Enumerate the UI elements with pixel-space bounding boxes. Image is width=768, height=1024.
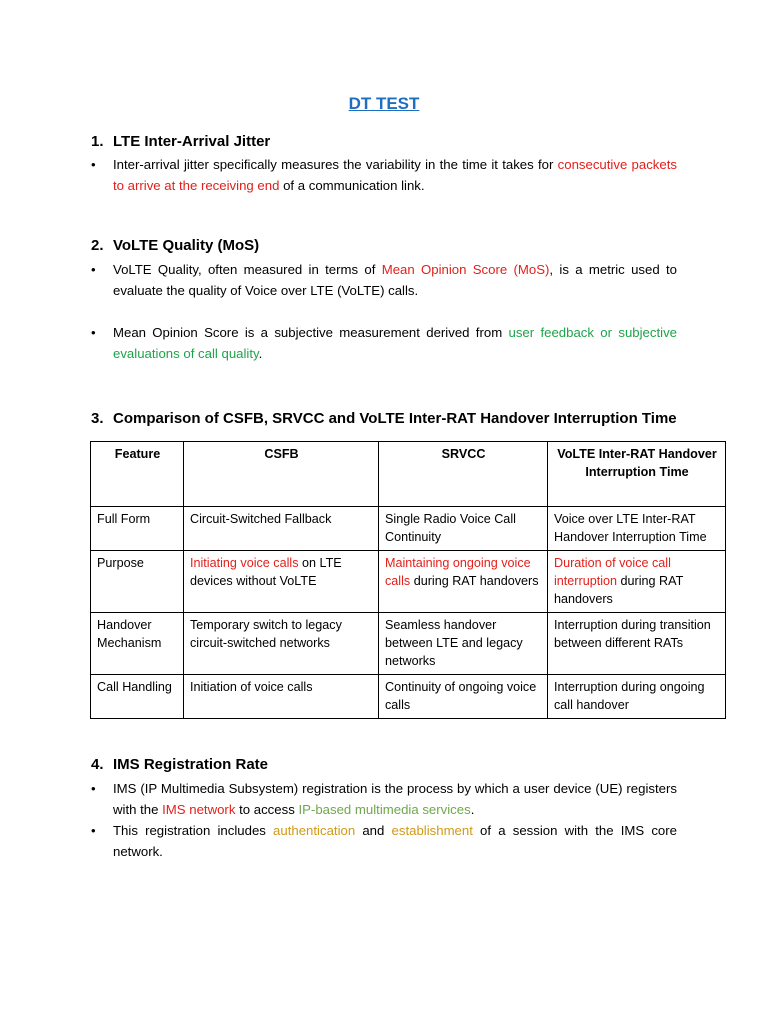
table-row bbox=[91, 551, 726, 613]
table-row bbox=[91, 613, 726, 675]
cell-srvcc bbox=[379, 507, 548, 551]
cell-text: Interruption during ongoing call handover bbox=[554, 680, 705, 712]
cell-feature: Call Handling bbox=[91, 675, 184, 719]
section-1-heading bbox=[91, 133, 270, 150]
cell-volte bbox=[548, 613, 726, 675]
cell-feature: Handover Mechanism bbox=[91, 613, 184, 675]
highlight-gold: establishment bbox=[391, 823, 473, 838]
bullet-text bbox=[113, 322, 677, 364]
section-1-bullet-1 bbox=[91, 154, 677, 196]
cell-srvcc bbox=[379, 551, 548, 613]
cell-csfb bbox=[184, 613, 379, 675]
text-run: to access bbox=[235, 802, 299, 817]
cell-text: Initiation of voice calls bbox=[190, 680, 313, 694]
highlight-gold: authentication bbox=[273, 823, 356, 838]
cell-srvcc bbox=[379, 675, 548, 719]
table-row bbox=[91, 507, 726, 551]
section-3-number: 3. bbox=[91, 410, 104, 427]
cell-text: on LTE devices without VoLTE bbox=[190, 556, 342, 588]
table-header-row bbox=[91, 442, 726, 507]
text-run: . bbox=[258, 346, 263, 361]
text-run: of a communication link. bbox=[279, 178, 425, 193]
header-srvcc: SRVCC bbox=[379, 442, 548, 507]
cell-volte bbox=[548, 675, 726, 719]
text-run: and bbox=[355, 823, 392, 838]
bullet-text bbox=[113, 259, 677, 301]
cell-text: Interruption during transition between different RATs bbox=[554, 618, 711, 650]
section-2-bullet-1 bbox=[91, 259, 677, 301]
section-1-title: LTE Inter-Arrival Jitter bbox=[113, 133, 271, 150]
cell-csfb bbox=[184, 551, 379, 613]
section-1-number: 1. bbox=[91, 133, 104, 150]
highlight-green: user feedback or subjective evaluations of call quality bbox=[113, 325, 677, 361]
bullet-icon: • bbox=[91, 157, 96, 172]
bullet-icon: • bbox=[91, 325, 96, 340]
cell-volte bbox=[548, 507, 726, 551]
cell-text: Single Radio Voice Call Continuity bbox=[385, 512, 516, 544]
cell-text: Circuit-Switched Fallback bbox=[190, 512, 332, 526]
header-csfb: CSFB bbox=[184, 442, 379, 507]
text-run: . bbox=[470, 802, 475, 817]
cell-feature: Full Form bbox=[91, 507, 184, 551]
highlight-red: consecutive packets to arrive at the receiving end bbox=[113, 157, 677, 193]
cell-text: Voice over LTE Inter-RAT Handover Interruption Time bbox=[554, 512, 707, 544]
bullet-icon: • bbox=[91, 781, 96, 796]
section-4-number: 4. bbox=[91, 756, 104, 773]
cell-srvcc bbox=[379, 613, 548, 675]
cell-feature: Purpose bbox=[91, 551, 184, 613]
header-feature: Feature bbox=[91, 442, 184, 507]
section-2-heading bbox=[91, 237, 259, 254]
document-title: DT TEST bbox=[348, 94, 420, 113]
text-run: This registration includes bbox=[113, 823, 274, 838]
cell-highlight: Initiating voice calls bbox=[190, 556, 299, 570]
cell-text: Seamless handover between LTE and legacy networks bbox=[385, 618, 523, 668]
bullet-text bbox=[113, 778, 677, 820]
text-run: Mean Opinion Score is a subjective measurement derived from bbox=[113, 325, 509, 340]
section-4-bullet-2 bbox=[91, 820, 677, 862]
highlight-green: IP-based multimedia services bbox=[298, 802, 471, 817]
cell-text: during RAT handovers bbox=[554, 574, 684, 606]
table-row bbox=[91, 675, 726, 719]
cell-csfb bbox=[184, 507, 379, 551]
cell-volte bbox=[548, 551, 726, 613]
highlight-red: IMS network bbox=[162, 802, 236, 817]
section-3-title: Comparison of CSFB, SRVCC and VoLTE Inter-RAT Handover Interruption Time bbox=[113, 410, 677, 427]
cell-text: during RAT handovers bbox=[410, 574, 539, 588]
section-2-number: 2. bbox=[91, 237, 104, 254]
text-run: Inter-arrival jitter specifically measures the variability in the time it takes for bbox=[113, 157, 558, 172]
section-4-title: IMS Registration Rate bbox=[113, 756, 269, 773]
section-4-bullet-1 bbox=[91, 778, 677, 820]
bullet-text bbox=[113, 820, 677, 862]
bullet-icon: • bbox=[91, 823, 96, 838]
cell-text: Temporary switch to legacy circuit-switched networks bbox=[190, 618, 342, 650]
text-run: IMS (IP Multimedia Subsystem) registration is the process by which a user device (UE) registers with the bbox=[113, 781, 677, 817]
header-volte: VoLTE Inter-RAT Handover Interruption Time bbox=[548, 442, 726, 507]
section-3-heading bbox=[91, 410, 677, 427]
cell-csfb bbox=[184, 675, 379, 719]
highlight-red: Mean Opinion Score (MoS) bbox=[381, 262, 550, 277]
section-4-heading bbox=[91, 756, 268, 773]
section-2-bullet-2 bbox=[91, 322, 677, 364]
cell-highlight: Maintaining ongoing voice calls bbox=[385, 556, 531, 588]
text-run: VoLTE Quality, often measured in terms of bbox=[113, 262, 382, 277]
comparison-table bbox=[90, 441, 726, 719]
bullet-icon: • bbox=[91, 262, 96, 277]
cell-highlight: Duration of voice call interruption bbox=[554, 556, 671, 588]
bullet-text bbox=[113, 154, 677, 196]
text-run: , is a metric used to evaluate the quality of Voice over LTE (VoLTE) calls. bbox=[113, 262, 677, 298]
cell-text: Continuity of ongoing voice calls bbox=[385, 680, 537, 712]
text-run: of a session with the IMS core network. bbox=[113, 823, 677, 859]
section-2-title: VoLTE Quality (MoS) bbox=[113, 237, 260, 254]
